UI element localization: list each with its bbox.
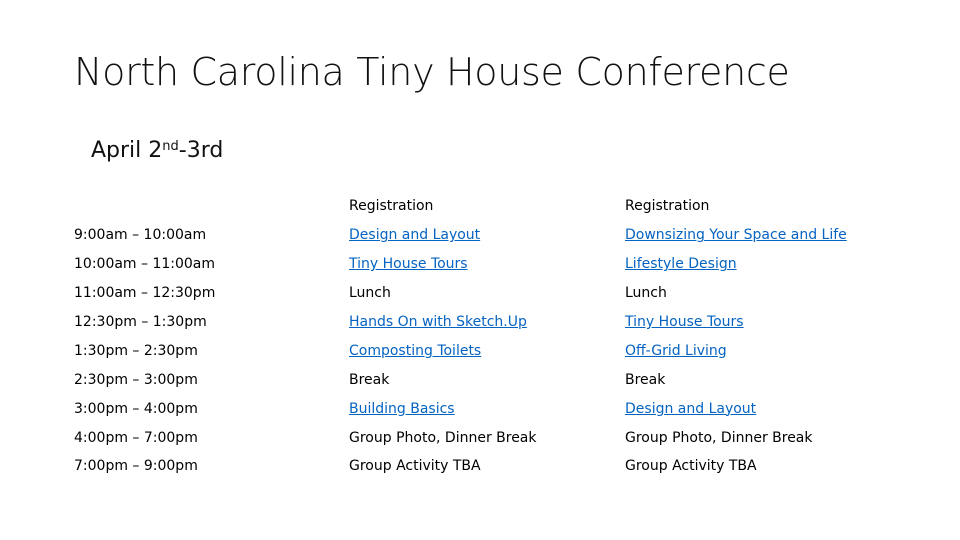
time-cell: 9:00am – 10:00am — [74, 227, 207, 244]
day1-session: Lunch — [349, 285, 391, 302]
schedule-row — [74, 250, 934, 279]
day2-session-link[interactable]: Off-Grid Living — [625, 342, 727, 359]
day2-session: Group Photo, Dinner Break — [625, 429, 813, 446]
schedule-row — [74, 394, 934, 423]
schedule-row — [74, 308, 934, 337]
schedule-table — [74, 192, 934, 481]
schedule-row — [74, 221, 934, 250]
time-cell: 1:30pm – 2:30pm — [74, 342, 198, 359]
day2-session: Registration — [625, 198, 710, 215]
schedule-row — [74, 452, 934, 481]
day2-session: Lunch — [625, 285, 667, 302]
date-suffix: -3rd — [178, 138, 224, 163]
day2-session-link[interactable]: Tiny House Tours — [625, 314, 744, 330]
schedule-row — [74, 336, 934, 365]
day2-session-link[interactable]: Lifestyle Design — [625, 256, 737, 273]
time-cell: 11:00am – 12:30pm — [74, 285, 216, 302]
schedule-row — [74, 423, 934, 452]
day1-session-link[interactable]: Building Basics — [349, 400, 455, 417]
time-cell: 3:00pm – 4:00pm — [74, 400, 198, 417]
time-cell: 10:00am – 11:00am — [74, 256, 216, 273]
day1-session-link[interactable]: Tiny House Tours — [349, 256, 468, 273]
day2-session-link[interactable]: Design and Layout — [625, 400, 757, 417]
day2-session: Group Activity TBA — [625, 458, 757, 475]
date-prefix: April 2 — [91, 138, 163, 163]
day1-session-link[interactable]: Hands On with Sketch.Up — [349, 314, 527, 330]
day1-session-link[interactable]: Composting Toilets — [349, 342, 482, 359]
time-cell: 12:30pm – 1:30pm — [74, 314, 207, 330]
schedule-row — [74, 279, 934, 308]
time-cell: 7:00pm – 9:00pm — [74, 458, 198, 475]
time-cell: 4:00pm – 7:00pm — [74, 429, 198, 446]
day1-session: Group Activity TBA — [349, 458, 481, 475]
schedule-row — [74, 365, 934, 394]
time-cell: 2:30pm – 3:00pm — [74, 371, 198, 388]
schedule-row — [74, 192, 934, 221]
day2-session-link[interactable]: Downsizing Your Space and Life — [625, 227, 847, 244]
date-ordinal-superscript: nd — [162, 138, 179, 154]
day1-session: Group Photo, Dinner Break — [349, 429, 537, 446]
day1-session: Registration — [349, 198, 434, 215]
page-title: North Carolina Tiny House Conference — [74, 50, 790, 94]
day1-session: Break — [349, 371, 390, 388]
date-subtitle — [91, 138, 223, 164]
day1-session-link[interactable]: Design and Layout — [349, 227, 481, 244]
day2-session: Break — [625, 371, 666, 388]
